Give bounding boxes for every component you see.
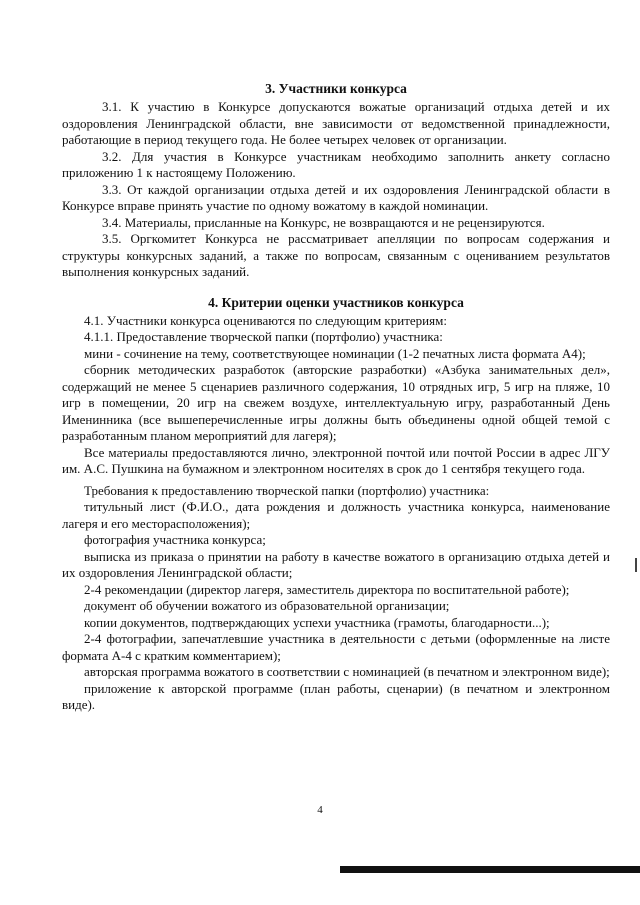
list-item-essay: мини - сочинение на тему, соответствующее номинации (1-2 печатных листа формата А4); (84, 345, 586, 361)
paragraph-portfolio-requirements: Требования к предоставлению творческой папки (портфолио) участника: (84, 482, 490, 498)
list-item-photo: фотография участника конкурса; (84, 532, 266, 547)
paragraph-submission: Все материалы предоставляются лично, электронной почтой или почтой России в адрес ЛГУ им. А.С. Пушкина на бумажном и электронном носителях в срок до 1 сентября текущего года. (62, 444, 610, 476)
scan-edge-mark (635, 558, 637, 572)
paragraph-3-2: 3.2. Для участия в Конкурсе участникам необходимо заполнить анкету согласно приложению 1 к настоящему Положению. (62, 148, 610, 180)
scan-bottom-bar (340, 866, 640, 873)
list-item-methodical-collection: сборник методических разработок (авторские разработки) «Азбука занимательных дел», содержащий не менее 5 сценариев различного содержания, 10 отрядных игр, 5 игр на пляже, 10 игр в помещении, 20 игр на свежем воздухе, интеллектуальную игру, разработанный День Именинника (все вышеперечисленные игры должны быть объединены одной общей темой с разработанным планом мероприятий для лагеря); (62, 362, 610, 443)
page-content (62, 80, 610, 714)
page-number: 4 (317, 804, 323, 816)
paragraph-3-3: 3.3. От каждой организации отдыха детей и их оздоровления Ленинградской области в Конкурсе вправе принять участие по одному вожатому в каждой номинации. (62, 181, 610, 213)
list-item-recommendations: 2-4 рекомендации (директор лагеря, заместитель директора по воспитательной работе); (84, 581, 570, 597)
section-4-title: 4. Критерии оценки участников конкурса (208, 294, 464, 310)
paragraph-4-1: 4.1. Участники конкурса оцениваются по следующим критериям: (84, 312, 447, 328)
list-item-achievement-copies: копии документов, подтверждающих успехи участника (грамоты, благодарности...); (84, 614, 550, 630)
list-item-author-program: авторская программа вожатого в соответствии с номинацией (в печатном и электронном виде); (84, 664, 610, 679)
section-3-title: 3. Участники конкурса (265, 81, 407, 96)
paragraph-4-1-1: 4.1.1. Предоставление творческой папки (портфолио) участника: (84, 329, 443, 344)
paragraph-3-1: 3.1. К участию в Конкурсе допускаются вожатые организаций отдыха детей и их оздоровления Ленинградской области, вне зависимости от ведомственной принадлежности, работающие в период текущего года. Не более четырех человек от организации. (62, 99, 610, 147)
paragraph-3-4: 3.4. Материалы, присланные на Конкурс, не возвращаются и не рецензируются. (102, 214, 545, 230)
paragraph-3-5: 3.5. Оргкомитет Конкурса не рассматривает апелляции по вопросам содержания и структуры конкурсных заданий, а также по вопросам, связанным с оцениванием результатов выполнения конкурсных заданий. (62, 231, 610, 279)
list-item-training-document: документ об обучении вожатого из образовательной организации; (84, 598, 450, 613)
list-item-activity-photos: 2-4 фотографии, запечатлевшие участника в деятельности с детьми (оформленные на листе формата А-4 с кратким комментарием); (62, 631, 610, 663)
list-item-title-page: титульный лист (Ф.И.О., дата рождения и должность участника конкурса, наименование лагеря и его месторасположения); (62, 499, 610, 531)
list-item-program-appendix: приложение к авторской программе (план работы, сценарии) (в печатном и электронном виде). (62, 680, 610, 712)
list-item-order-extract: выписка из приказа о принятии на работу в качестве вожатого в организацию отдыха детей и их оздоровления Ленинградской области; (62, 548, 610, 580)
